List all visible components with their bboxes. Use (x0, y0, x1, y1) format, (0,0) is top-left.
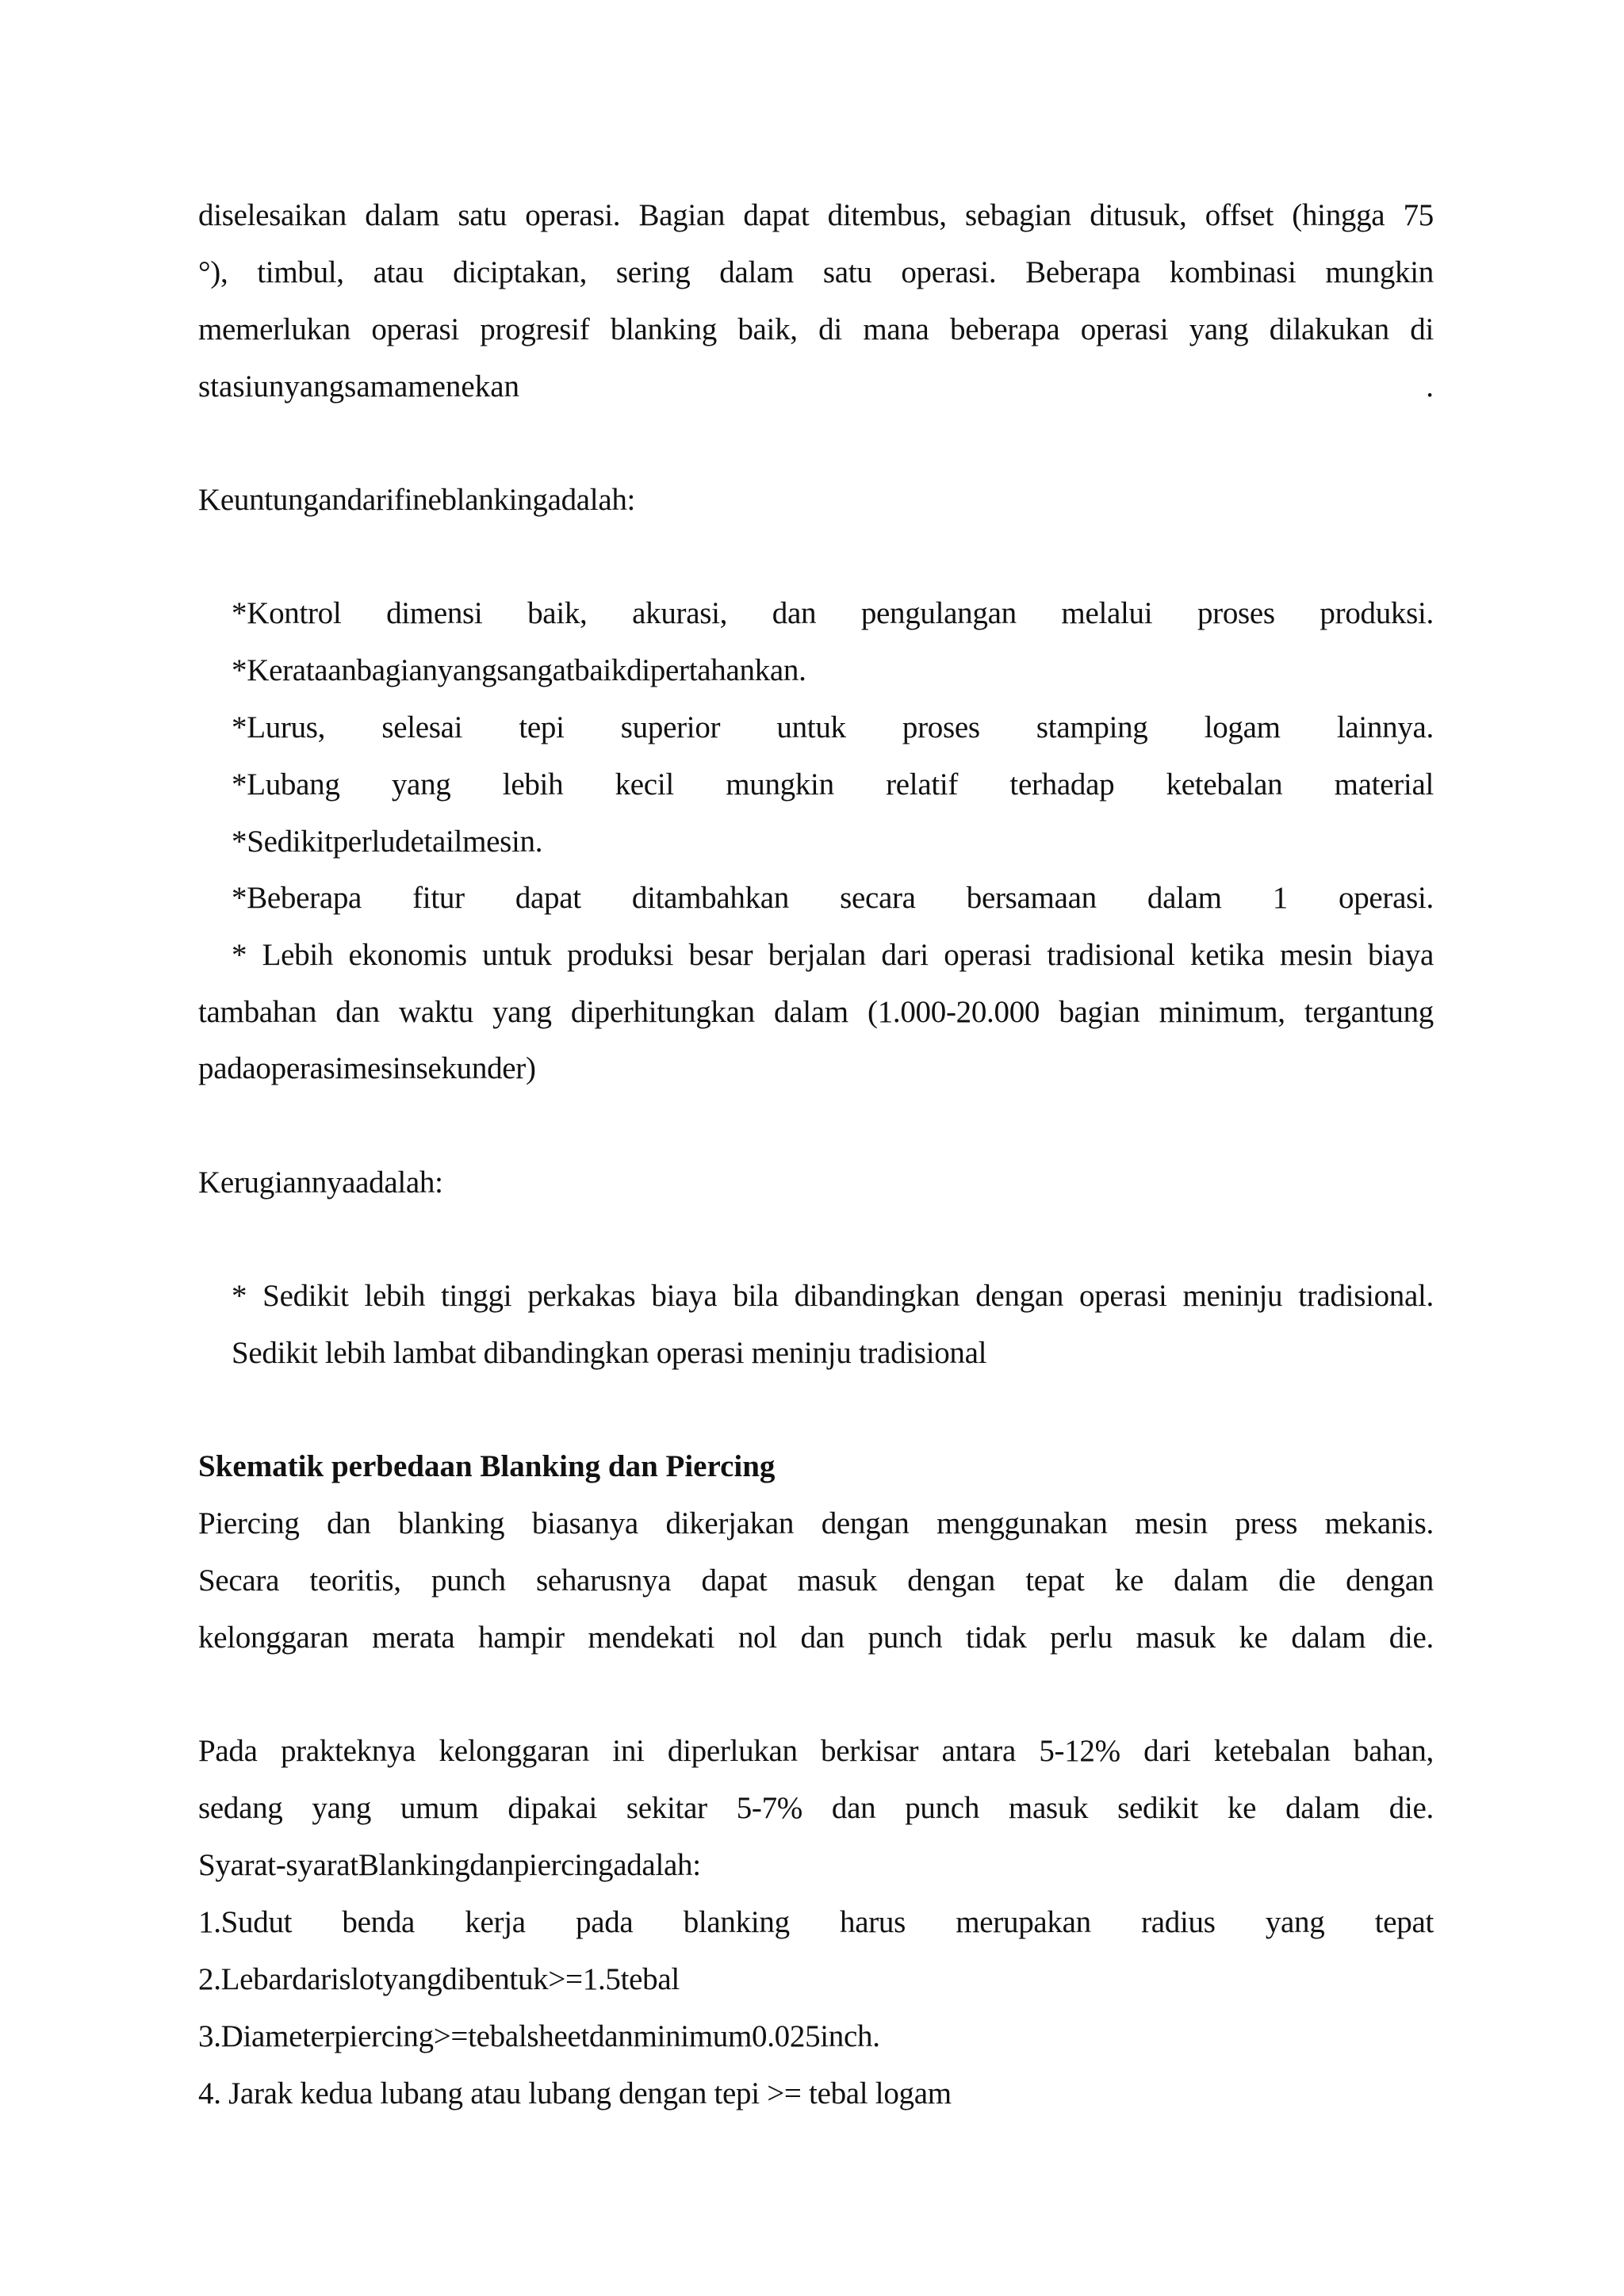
schematic-para1-line: kelonggaran merata hampir mendekati nol dan punch tidak perlu masuk ke dalam die. (198, 1621, 1434, 1655)
advantage-item: *Beberapa fitur dapat ditambahkan secara bersamaan dalam 1 operasi. (232, 881, 1434, 915)
schematic-para2-line: Pada prakteknya kelonggaran ini diperlukan berkisar antara 5-12% dari ketebalan bahan, (198, 1734, 1434, 1768)
disadvantage-item: Sedikit lebih lambat dibandingkan operasi meninju tradisional (232, 1336, 987, 1370)
intro-line-1: diselesaikan dalam satu operasi. Bagian dapat ditembus, sebagian ditusuk, offset (hingga 75 (198, 198, 1434, 232)
advantages-heading: Keuntungandarifineblankingadalah: (198, 483, 636, 517)
intro-line-2: °), timbul, atau diciptakan, sering dalam satu operasi. Beberapa kombinasi mungkin (198, 255, 1434, 289)
intro-line-4 (198, 366, 1434, 408)
schematic-para1-line: Piercing dan blanking biasanya dikerjakan dengan menggunakan mesin press mekanis. (198, 1506, 1434, 1540)
advantage-continuation: tambahan dan waktu yang diperhitungkan dalam (1.000-20.000 bagian minimum, tergantung (198, 995, 1434, 1029)
advantage-item: *Lurus, selesai tepi superior untuk proses stamping logam lainnya. (232, 710, 1434, 744)
requirement-item: 4. Jarak kedua lubang atau lubang dengan tepi >= tebal logam (198, 2076, 952, 2110)
advantage-item: *Kerataanbagianyangsangatbaikdipertahankan. (232, 653, 806, 687)
intro-line-3: memerlukan operasi progresif blanking baik, di mana beberapa operasi yang dilakukan di (198, 312, 1434, 346)
advantage-item: *Sedikitperludetailmesin. (232, 825, 543, 859)
intro-last-line-text: stasiunyangsamamenekan (198, 369, 520, 404)
intro-last-line-dot: . (1426, 369, 1434, 404)
advantage-continuation: padaoperasimesinsekunder) (198, 1051, 536, 1085)
requirement-item: 2.Lebardarislotyangdibentuk>=1.5tebal (198, 1962, 680, 1996)
advantage-item: *Kontrol dimensi baik, akurasi, dan pengulangan melalui proses produksi. (232, 596, 1434, 630)
disadvantages-heading: Kerugiannyaadalah: (198, 1165, 443, 1200)
advantage-item: * Lebih ekonomis untuk produksi besar berjalan dari operasi tradisional ketika mesin biaya (232, 938, 1434, 972)
schematic-para2-line: sedang yang umum dipakai sekitar 5-7% dan punch masuk sedikit ke dalam die. (198, 1791, 1434, 1825)
schematic-para2-line: Syarat-syaratBlankingdanpiercingadalah: (198, 1848, 701, 1882)
schematic-para1-line: Secara teoritis, punch seharusnya dapat masuk dengan tepat ke dalam die dengan (198, 1563, 1434, 1598)
requirement-item: 3.Diameterpiercing>=tebalsheetdanminimum0.025inch. (198, 2019, 880, 2053)
advantage-item: *Lubang yang lebih kecil mungkin relatif terhadap ketebalan material (232, 767, 1434, 802)
requirement-item: 1.Sudut benda kerja pada blanking harus merupakan radius yang tepat (198, 1905, 1434, 1939)
section-title: Skematik perbedaan Blanking dan Piercing (198, 1449, 776, 1483)
disadvantage-item: * Sedikit lebih tinggi perkakas biaya bila dibandingkan dengan operasi meninju tradisional. (232, 1279, 1434, 1313)
